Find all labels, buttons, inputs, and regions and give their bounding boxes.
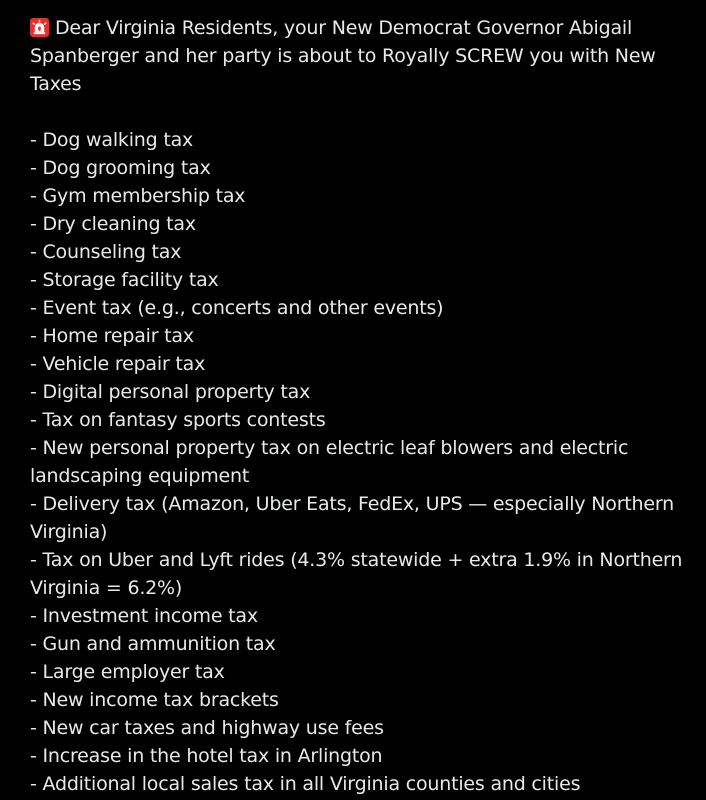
list-item: - Delivery tax (Amazon, Uber Eats, FedEx, UPS — especially Northern Virginia) <box>30 493 675 543</box>
list-item: - Gun and ammunition tax <box>30 633 276 655</box>
list-item: - Tax on Uber and Lyft rides (4.3% statewide + extra 1.9% in Northern Virginia = 6.2%) <box>30 549 683 599</box>
paragraph-gap <box>30 98 690 126</box>
post-body <box>30 14 690 798</box>
post-headline <box>30 14 690 98</box>
list-item: - Additional local sales tax in all Virginia counties and cities <box>30 773 581 795</box>
list-item: - New income tax brackets <box>30 689 279 711</box>
list-item: - Gym membership tax <box>30 185 246 207</box>
post-headline-text: Dear Virginia Residents, your New Democrat Governor Abigail Spanberger and her party is about to Royally SCREW you with New Taxes <box>30 17 656 95</box>
list-item: - Digital personal property tax <box>30 381 311 403</box>
list-item: - Storage facility tax <box>30 269 219 291</box>
list-item: - Counseling tax <box>30 241 182 263</box>
list-item: - Dog grooming tax <box>30 157 211 179</box>
list-item: - Large employer tax <box>30 661 225 683</box>
list-item: - Home repair tax <box>30 325 194 347</box>
list-item: - Tax on fantasy sports contests <box>30 409 326 431</box>
list-item: - New car taxes and highway use fees <box>30 717 384 739</box>
tax-list <box>30 126 690 798</box>
list-item: - Dog walking tax <box>30 129 194 151</box>
list-item: - Investment income tax <box>30 605 258 627</box>
list-item: - Vehicle repair tax <box>30 353 206 375</box>
list-item: - New personal property tax on electric leaf blowers and electric landscaping equipment <box>30 437 629 487</box>
list-item: - Increase in the hotel tax in Arlington <box>30 745 383 767</box>
rotating-light-icon <box>30 18 49 37</box>
list-item: - Event tax (e.g., concerts and other events) <box>30 297 444 319</box>
list-item: - Dry cleaning tax <box>30 213 196 235</box>
